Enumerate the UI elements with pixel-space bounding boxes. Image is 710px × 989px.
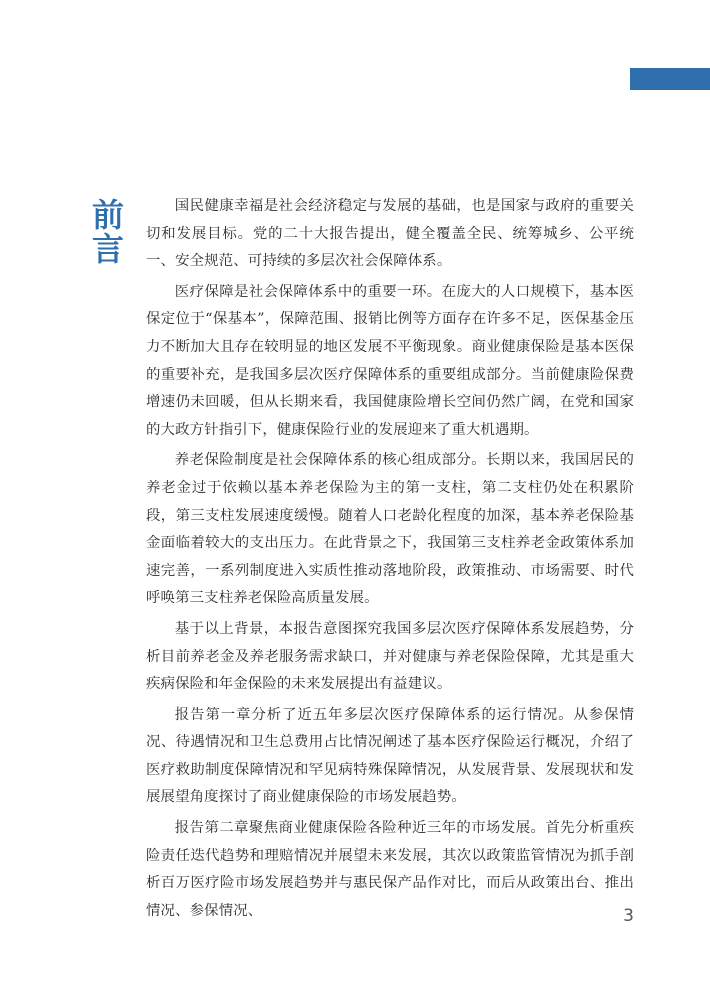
paragraph: 养老保险制度是社会保障体系的核心组成部分。长期以来，我国居民的养老金过于依赖以基本养老保险为主的第一支柱，第二支柱仍处在积累阶段，第三支柱发展速度缓慢。随着人口老龄化程度的加深，基本养老保险基金面临着较大的支出压力。在此背景之下，我国第三支柱养老金政策体系加速完善，一系列制度进入实质性推动落地阶段，政策推动、市场需要、时代呼唤第三支柱养老保险高质量发展。 bbox=[146, 452, 634, 607]
paragraph: 基于以上背景，本报告意图探究我国多层次医疗保障体系发展趋势，分析目前养老金及养老服务需求缺口，并对健康与养老保险保障，尤其是重大疾病保险和年金保险的未来发展提出有益建议。 bbox=[146, 620, 634, 693]
page-number: 3 bbox=[623, 906, 634, 926]
preface-body bbox=[146, 193, 634, 928]
paragraph: 报告第一章分析了近五年多层次医疗保障体系的运行情况。从参保情况、待遇情况和卫生总费用占比情况阐述了基本医疗保险运行概况，介绍了医疗救助制度保障情况和罕见病特殊保障情况，从发展背景、发展现状和发展展望角度探讨了商业健康保险的市场发展趋势。 bbox=[146, 706, 634, 806]
corner-tab bbox=[630, 68, 710, 90]
paragraph: 医疗保障是社会保障体系中的重要一环。在庞大的人口规模下，基本医保定位于“保基本”，保障范围、报销比例等方面存在许多不足，医保基金压力不断加大且存在较明显的地区发展不平衡现象。商业健康保险是基本医保的重要补充，是我国多层次医疗保障体系的重要组成部分。当前健康险保费增速仍未回暖，但从长期来看，我国健康险增长空间仍然广阔，在党和国家的大政方针指引下，健康保险行业的发展迎来了重大机遇期。 bbox=[146, 283, 634, 438]
paragraph: 报告第二章聚焦商业健康保险各险种近三年的市场发展。首先分析重疾险责任迭代趋势和理赔情况并展望未来发展，其次以政策监管情况为抓手剖析百万医疗险市场发展趋势并与惠民保产品作对比，而后从政策出台、推出情况、参保情况、 bbox=[146, 820, 634, 919]
paragraph: 国民健康幸福是社会经济稳定与发展的基础，也是国家与政府的重要关切和发展目标。党的二十大报告提出，健全覆盖全民、统筹城乡、公平统一、安全规范、可持续的多层次社会保障体系。 bbox=[146, 198, 634, 270]
section-title: 前言 bbox=[87, 198, 125, 266]
